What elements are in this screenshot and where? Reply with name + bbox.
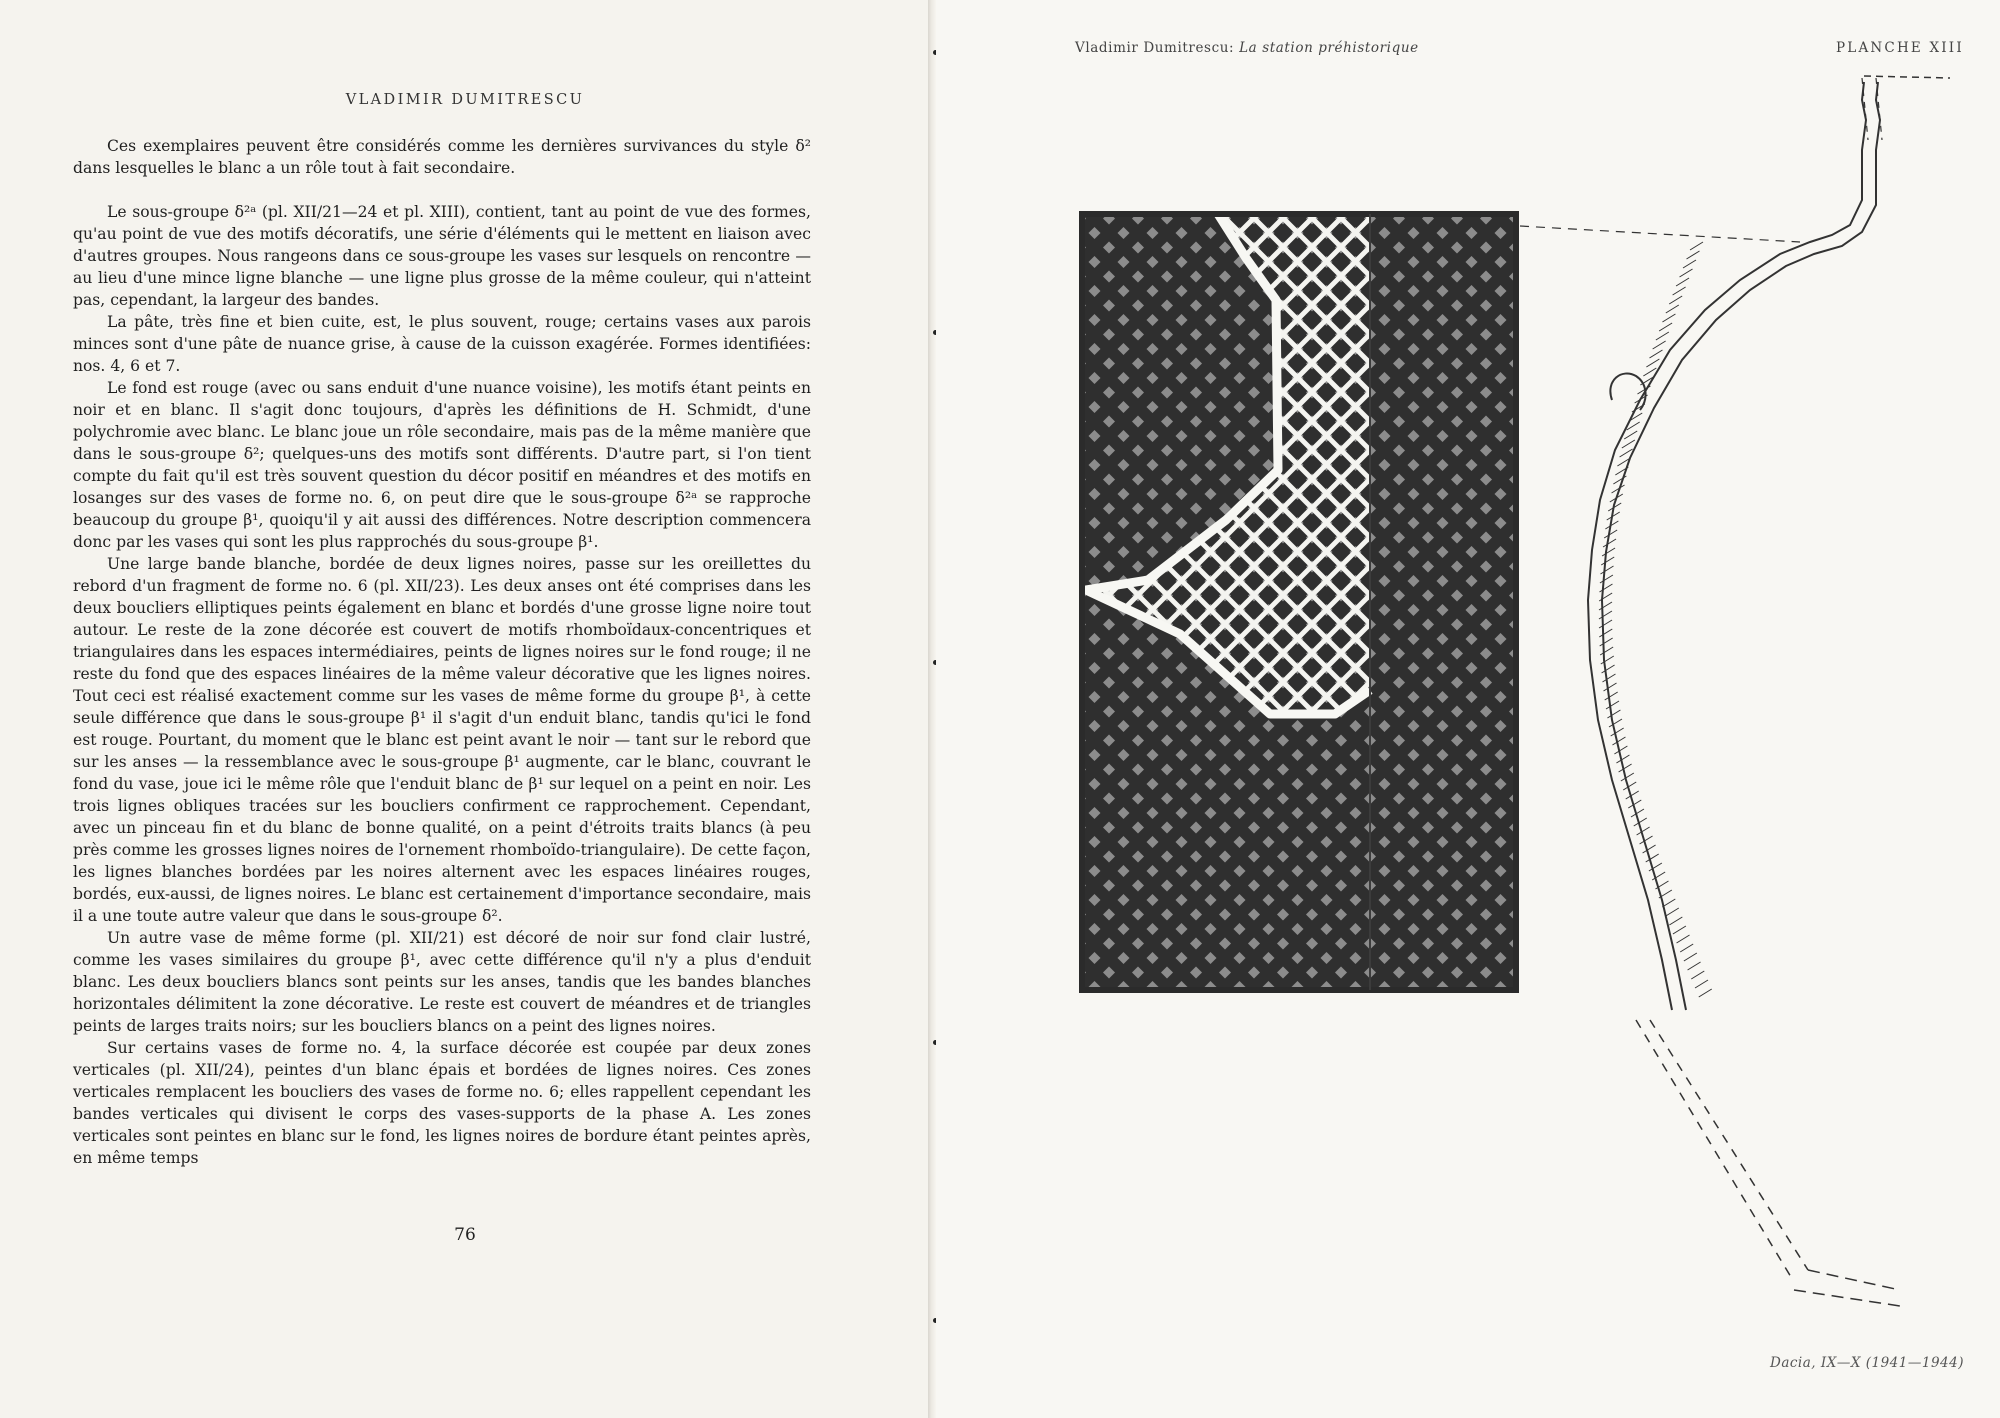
plate-header-author: Vladimir Dumitrescu: [1075,40,1235,56]
paragraph-5: Une large bande blanche, bordée de deux lignes noires, passe sur les oreillettes du rebord d'un fragment de forme no. 6 (pl. XII/23). Les deux anses ont été comprises dans les deux boucliers elliptiques peints également en blanc et bordés d'une grosse ligne noire tout autour. Le reste de la zone décorée est couvert de motifs rhomboïdaux-concentriques et triangulaires dans les espaces intermédiaires, peints de lignes noires sur le fond rouge; il ne reste du fond que des espaces linéaires de la même valeur décorative que les lignes noires. Tout ceci est réalisé exactement comme sur les vases de même forme du groupe β¹, à cette seule différence que dans le sous-groupe β¹ il s'agit d'un enduit blanc, tandis qu'ici le fond est rouge. Pourtant, du moment que le blanc est peint avant le noir — tant sur le rebord que sur les anses — la ressemblance avec le sous-groupe β¹ augmente, car le blanc, couvrant le fond du vase, joue ici le même rôle que l'enduit blanc de β¹ sur lequel on a peint en noir. Les trois lignes obliques tracées sur les boucliers confirment ce rapprochement. Cependant, avec un pinceau fin et du blanc de bonne qualité, on a peint d'étroits traits blancs (à peu près comme les grosses lignes noires de l'ornement rhomboïdo-triangulaire). De cette façon, les lignes blanches bordées par les noires alternent avec les espaces linéaires rouges, bordés, eux-aussi, de lignes noires. Le blanc est certainement d'importance secondaire, mais il a une toute autre valeur que dans le sous-groupe δ². [73,555,811,925]
paragraph-4: Le fond est rouge (avec ou sans enduit d'une nuance voisine), les motifs étant peints en noir et en blanc. Il s'agit donc toujours, d'après les définitions de H. Schmidt, d'une polychromie avec blanc. Le blanc joue un rôle secondaire, mais pas de la même manière que dans le sous-groupe δ²; quelques-uns des motifs sont différents. D'autre part, si l'on tient compte du fait qu'il est très souvent question du décor positif en méandres et des motifs en losanges sur des vases de forme no. 6, on peut dire que le sous-groupe δ²ᵃ se rapproche beaucoup du groupe β¹, quoiqu'il y ait aussi des différences. Notre description commencera donc par les vases qui sont les plus rapprochés du sous-groupe β¹. [73,379,811,551]
base-dash-outer [1636,1020,1794,1282]
rim-line [1864,76,1950,78]
paragraph-2: Le sous-groupe δ²ᵃ (pl. XII/21—24 et pl. XIII), contient, tant au point de vue des formes, qu'au point de vue des motifs décoratifs, une série d'éléments qui le mettent en liaison avec d'autres groupes. Nous rangeons dans ce sous-groupe les vases sur lesquels on rencontre — au lieu d'une mince ligne blanche — une ligne plus grosse de la même couleur, qui n'atteint pas, cependant, la largeur des bandes. [73,203,811,309]
paragraph-7: Sur certains vases de forme no. 4, la surface décorée est coupée par deux zones verticales (pl. XII/24), peintes d'un blanc épais et bordées de lignes noires. Ces zones verticales remplacent les boucliers des vases de forme no. 6; elles rappellent cependant les bandes verticales qui divisent le corps des vases-supports de la phase A. Les zones verticales sont peintes en blanc sur le fond, les lignes noires de bordure étant peintes après, en même temps [73,1039,811,1167]
running-head: VLADIMIR DUMITRESCU [345,92,585,108]
paragraph-1: Ces exemplaires peuvent être considérés comme les dernières survivances du style δ² dans lesquelles le blanc a un rôle tout à fait secondaire. [73,137,811,177]
vessel-inner-contour [1602,82,1880,1010]
base-dash-floor [1794,1290,1900,1306]
plate-header-title: La station préhistorique [1239,40,1419,56]
section-hatching [1599,242,1712,997]
base-dash-inner [1650,1020,1808,1270]
page-number: 76 [454,1225,476,1245]
plate-number: PLANCHE XIII [1836,40,1964,56]
paragraph-3: La pâte, très fine et bien cuite, est, le plus souvent, rouge; certains vases aux parois minces sont d'une pâte de nuance grise, à cause de la cuisson exagérée. Formes identifiées: nos. 4, 6 et 7. [73,313,811,375]
vessel-outer-contour [1588,82,1866,1010]
paragraph-6: Un autre vase de même forme (pl. XII/21) est décoré de noir sur fond clair lustré, comme les vases similaires du groupe β¹, avec cette différence qu'il n'y a plus d'enduit blanc. Les deux boucliers blancs sont peints sur les anses, tandis que les bandes blanches horizontales délimitent la zone décorative. Le reste est couvert de méandres et de triangles peints de larges traits noirs; sur les boucliers blancs on a peint des lignes noires. [73,929,811,1035]
plate-footer: Dacia, IX—X (1941—1944) [1770,1355,1964,1371]
base-dash-floor [1808,1270,1900,1290]
axis-dash [1520,226,1800,242]
vessel-profile-drawing [1520,76,1950,1306]
painted-pottery-photo [670,0,2000,1418]
